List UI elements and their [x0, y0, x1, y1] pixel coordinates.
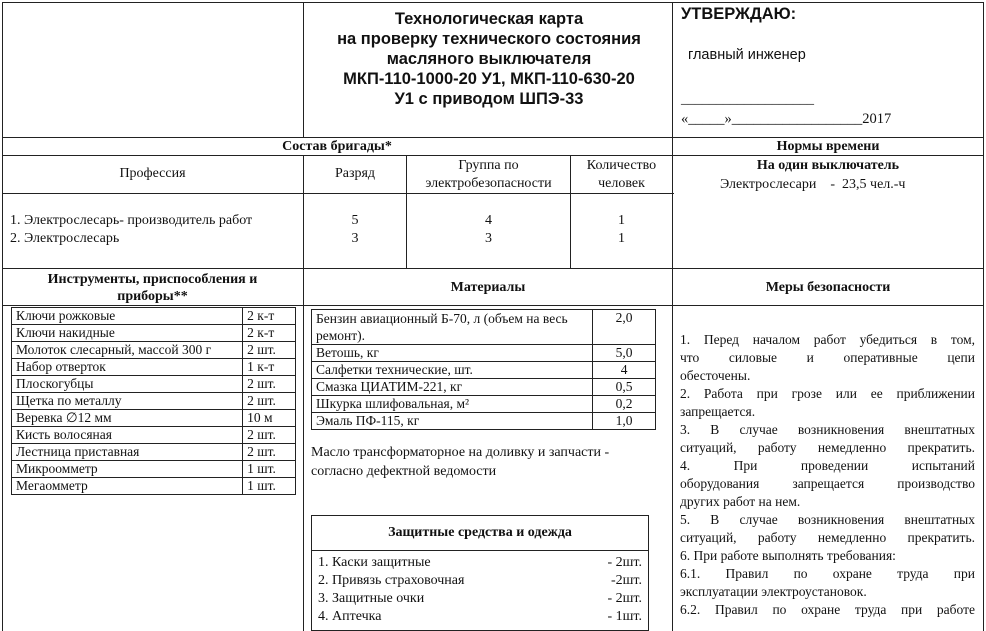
brigade-row-1-profession: 1. Электрослесарь- производитель работ — [10, 213, 253, 228]
table-row: Эмаль ПФ-115, кг 1,0 — [312, 413, 656, 430]
brigade-bottom-line — [2, 268, 984, 269]
table-row: Ключи рожковые 2 к-т — [12, 308, 296, 325]
table-row: Молоток слесарный, массой 300 г 2 шт. — [12, 342, 296, 359]
col-rank: Разряд — [334, 166, 376, 181]
protective-title: Защитные средства и одежда — [388, 525, 572, 540]
time-norms-title: Нормы времени — [776, 139, 880, 154]
approver-position: главный инженер — [688, 47, 806, 63]
protective-title-line — [311, 550, 649, 551]
list-item: 2. Привязь страховочная -2шт. — [318, 573, 642, 588]
brigade-title: Состав бригады* — [282, 139, 392, 154]
col-group: Группа по электробезопасности — [425, 158, 552, 191]
header-bottom-line — [2, 137, 984, 138]
table-row: Бензин авиационный Б-70, л (объем на весь ремонт). 2,0 — [312, 310, 656, 345]
tools-table — [11, 307, 296, 495]
list-item: 4. Аптечка - 1шт. — [318, 609, 642, 624]
brigade-counts: 1 1 — [618, 213, 625, 246]
tools-title: Инструменты, приспособления и приборы** — [47, 272, 258, 304]
table-row: Веревка ∅12 мм 10 м — [12, 410, 296, 427]
table-row: Шкурка шлифовальная, м² 0,2 — [312, 396, 656, 413]
table-row: Смазка ЦИАТИМ-221, кг 0,5 — [312, 379, 656, 396]
brigade-ranks: 5 3 — [351, 213, 359, 246]
safety-list: 1. Перед началом работ убедиться в том, что силовые и оперативные цепи обесточены. 2. Работа при грозе или ее приближении запрещается. 3. В случае возникновения внештатных ситуаций, работу немедленно прекратить. 4. При проведении испытаний оборудования запрещается производство других работ на нем. 5. В случае возникновения внештатных ситуаций, работу немедленно прекратить. 6. При работе выполнять требования: 6.1. Правил по охране труда при эксплуатации электроустановок. 6.2. Правил по охране труда при работе — [680, 332, 975, 617]
col-count: Количество человек — [586, 158, 657, 191]
col-profession: Профессия — [119, 166, 186, 181]
outer-left-border — [2, 2, 3, 631]
card-title: Технологическая карта на проверку технического состояния масляного выключателя МКП-110-1000-20 У1, МКП-110-630-20 У1 с приводом ШПЭ-33 — [337, 10, 641, 108]
list-item: 1. Каски защитные - 2шт. — [318, 555, 642, 570]
time-norms-subtitle: На один выключатель — [756, 158, 900, 173]
table-row: Мегаомметр 1 шт. — [12, 478, 296, 495]
approve-label: УТВЕРЖДАЮ: — [681, 5, 797, 23]
materials-note: Масло трансформаторное на доливку и запчасти - согласно дефектной ведомости — [311, 445, 610, 479]
brigade-head-line — [2, 193, 674, 194]
brigade-title-line — [2, 155, 984, 156]
materials-title: Материалы — [450, 280, 526, 295]
table-row: Салфетки технические, шт. 4 — [312, 362, 656, 379]
safety-title: Меры безопасности — [765, 280, 891, 295]
table-row: Микроомметр 1 шт. — [12, 461, 296, 478]
signature-line: ___________________ — [681, 92, 814, 107]
tools-col-divider — [303, 268, 304, 631]
materials-table — [311, 309, 656, 430]
table-row: Кисть волосяная 2 шт. — [12, 427, 296, 444]
table-row: Ключи накидные 2 к-т — [12, 325, 296, 342]
outer-right-border — [983, 2, 984, 631]
table-row: Лестница приставная 2 шт. — [12, 444, 296, 461]
brigade-groups: 4 3 — [485, 213, 492, 246]
table-row: Плоскогубцы 2 шт. — [12, 376, 296, 393]
brigade-professions — [10, 212, 252, 248]
table-row: Щетка по металлу 2 шт. — [12, 393, 296, 410]
table-row: Набор отверток 1 к-т — [12, 359, 296, 376]
protective-list — [318, 554, 642, 626]
list-item: 3. Защитные очки - 2шт. — [318, 591, 642, 606]
table-row: Ветошь, кг 5,0 — [312, 345, 656, 362]
outer-top-border — [2, 2, 984, 3]
time-norms-line: Электрослесари - 23,5 чел.-ч — [720, 177, 906, 192]
brigade-row-2-profession: 2. Электрослесарь — [10, 231, 120, 246]
approval-date: «_____»__________________2017 — [681, 111, 892, 127]
sections-title-line — [2, 305, 984, 306]
